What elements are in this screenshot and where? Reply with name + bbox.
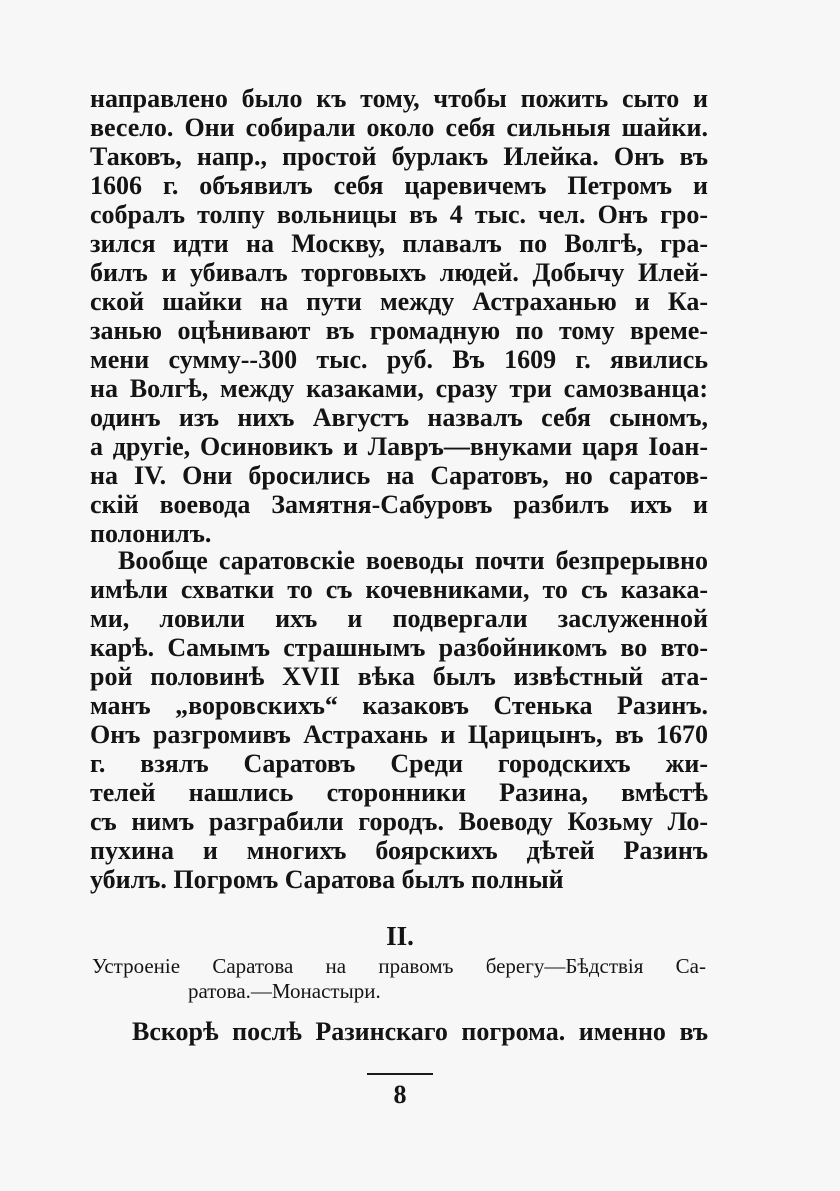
section-heading-line: Устроеніе Саратова на правомъ берегу—Бѣдствія Са-	[92, 954, 706, 978]
footer-rule	[367, 1073, 433, 1075]
text-line: собралъ толпу вольницы въ 4 тыс. чел. Онъ гро-	[90, 200, 708, 229]
text-line: убилъ. Погромъ Саратова былъ полный	[90, 865, 564, 894]
text-line: имѣли схватки то съ кочевниками, то съ казака-	[90, 575, 708, 604]
text-line: мени сумму--300 тыс. руб. Въ 1609 г. явились	[90, 345, 708, 374]
text-line: карѣ. Самымъ страшнымъ разбойникомъ во вто-	[90, 633, 708, 662]
text-line: Таковъ, напр., простой бурлакъ Илейка. Онъ въ	[90, 142, 708, 171]
text-line: скій воевода Замятня-Сабуровъ разбилъ ихъ и	[90, 490, 708, 519]
text-line: рой половинѣ XVII вѣка былъ извѣстный ата-	[90, 662, 708, 691]
text-line: а другіе, Осиновикъ и Лавръ—внуками царя Іоан-	[90, 432, 708, 461]
text-line: ми, ловили ихъ и подвергали заслуженной	[90, 604, 708, 633]
text-line: Вскорѣ послѣ Разинскаго погрома. именно въ	[132, 1017, 708, 1046]
text-line: Онъ разгромивъ Астрахань и Царицынъ, въ 1670	[90, 720, 708, 749]
section-heading	[92, 954, 706, 1004]
text-line: г. взялъ Саратовъ Среди городскихъ жи-	[90, 749, 708, 778]
text-line: зился идти на Москву, плавалъ по Волгѣ, гра-	[90, 229, 708, 258]
page-number: 8	[393, 1080, 407, 1109]
text-line: направлено было къ тому, чтобы пожить сыто и	[90, 84, 708, 113]
text-line: полонилъ.	[90, 519, 212, 548]
paragraph-3	[90, 1017, 708, 1046]
text-line: на IV. Они бросились на Саратовъ, но саратов-	[90, 461, 708, 490]
paragraph-2	[90, 546, 708, 894]
text-line: 1606 г. объявилъ себя царевичемъ Петромъ и	[90, 171, 708, 200]
text-line: на Волгѣ, между казаками, сразу три самозванца:	[90, 374, 708, 403]
text-line: телей нашлись сторонники Разина, вмѣстѣ	[90, 778, 708, 807]
text-line: билъ и убивалъ торговыхъ людей. Добычу Илей-	[90, 258, 708, 287]
text-line: занью оцѣнивают въ громадную по тому време-	[90, 316, 708, 345]
text-line: съ нимъ разграбили городъ. Воеводу Козьму Ло-	[90, 807, 708, 836]
text-line: пухина и многихъ боярскихъ дѣтей Разинъ	[90, 836, 708, 865]
text-line: манъ „воровскихъ“ казаковъ Стенька Разинъ.	[90, 691, 708, 720]
paragraph-1	[90, 84, 708, 548]
text-line: ской шайки на пути между Астраханью и Ка-	[90, 287, 708, 316]
section-heading-line: ратова.—Монастыри.	[188, 979, 381, 1003]
text-line: одинъ изъ нихъ Августъ назвалъ себя сыномъ,	[90, 403, 708, 432]
text-line: весело. Они собирали около себя сильныя шайки.	[90, 113, 708, 142]
text-line: Вообще саратовскіе воеводы почти безпрерывно	[118, 546, 708, 575]
section-number: II.	[386, 921, 414, 951]
